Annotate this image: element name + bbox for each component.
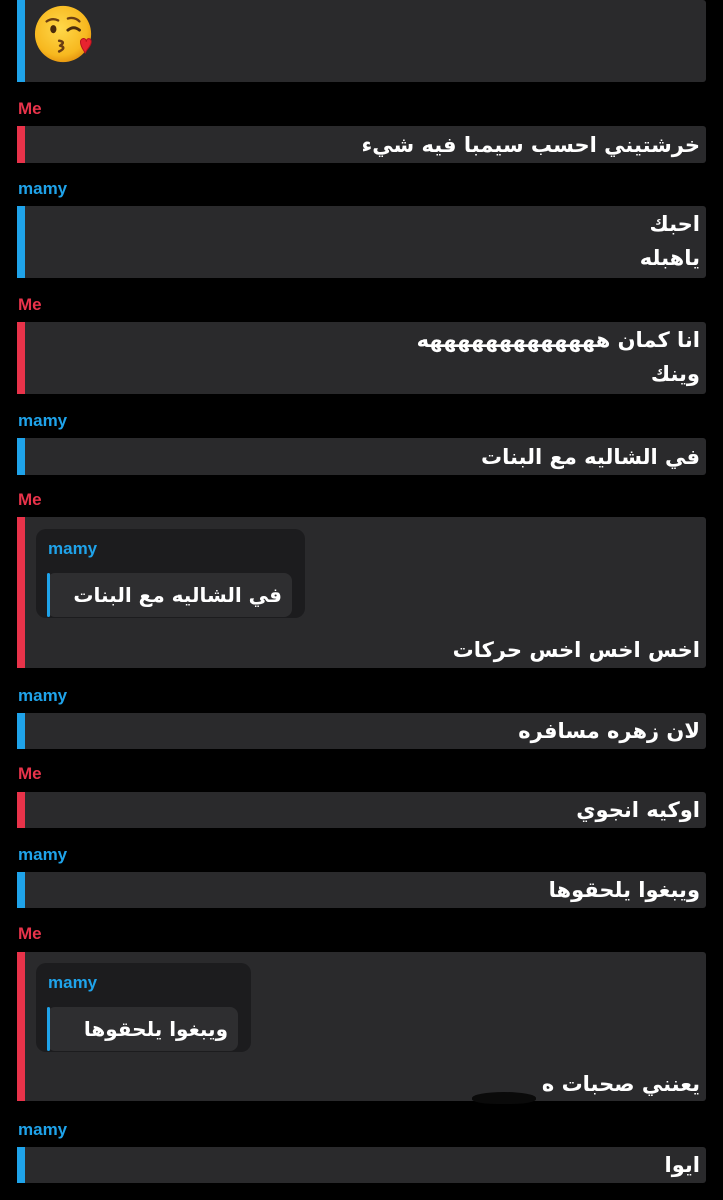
message-text: احبك — [649, 212, 700, 236]
sender-accent-bar — [17, 792, 25, 828]
kissing-face-with-heart-emoji-icon — [33, 3, 95, 65]
reply-sender-name: mamy — [48, 539, 98, 558]
message-text: يعنني صحبات ه — [541, 1072, 700, 1096]
sender-name-me: Me — [18, 490, 42, 509]
message-bubble[interactable] — [17, 438, 706, 475]
sender-name-me: Me — [18, 764, 42, 783]
sender-name-mamy: mamy — [18, 179, 68, 198]
reply-accent-bar — [47, 573, 50, 617]
reply-quote-text: ويبغوا يلحقوها — [83, 1017, 228, 1041]
reply-quote-text: في الشاليه مع البنات — [73, 583, 282, 607]
message-text: ايوا — [664, 1153, 700, 1177]
message-bubble[interactable] — [17, 872, 706, 908]
reply-preview[interactable] — [36, 529, 305, 618]
sender-name-me: Me — [18, 99, 42, 118]
sender-accent-bar — [17, 713, 25, 749]
sender-accent-bar — [17, 952, 25, 1101]
message-text: ياهبله — [639, 246, 700, 270]
message-bubble[interactable] — [17, 1147, 706, 1183]
sender-name-me: Me — [18, 295, 42, 314]
sender-accent-bar — [17, 126, 25, 163]
message-bubble[interactable] — [17, 0, 706, 82]
message-text: اوكيه انجوي — [576, 798, 700, 822]
message-bubble[interactable] — [17, 952, 706, 1101]
message-bubble[interactable] — [17, 517, 706, 668]
sender-accent-bar — [17, 1147, 25, 1183]
message-bubble[interactable] — [17, 126, 706, 163]
sender-name-me: Me — [18, 924, 42, 943]
message-bubble[interactable] — [17, 792, 706, 828]
message-text: في الشاليه مع البنات — [480, 445, 700, 469]
message-text: اخس اخس اخس حركات — [452, 638, 700, 662]
message-bubble[interactable] — [17, 206, 706, 278]
reply-sender-name: mamy — [48, 973, 98, 992]
sender-name-mamy: mamy — [18, 845, 68, 864]
message-text: خرشتيني احسب سيمبا فيه شيء — [361, 133, 700, 157]
sender-accent-bar — [17, 517, 25, 668]
sender-accent-bar — [17, 872, 25, 908]
sender-name-mamy: mamy — [18, 686, 68, 705]
reply-quote — [47, 1007, 238, 1051]
sender-accent-bar — [17, 438, 25, 475]
message-bubble[interactable] — [17, 322, 706, 394]
message-text: ويبغوا يلحقوها — [548, 878, 700, 902]
sender-name-mamy: mamy — [18, 411, 68, 430]
sender-accent-bar — [17, 206, 25, 278]
message-text: انا كمان هههههههههههههه — [416, 328, 700, 352]
reply-quote — [47, 573, 292, 617]
sender-accent-bar — [17, 0, 25, 82]
redaction-smudge — [472, 1092, 536, 1104]
sender-name-mamy: mamy — [18, 1120, 68, 1139]
message-bubble[interactable] — [17, 713, 706, 749]
message-text: وينك — [650, 362, 700, 386]
reply-accent-bar — [47, 1007, 50, 1051]
reply-preview[interactable] — [36, 963, 251, 1052]
message-text: لان زهره مسافره — [518, 719, 700, 743]
sender-accent-bar — [17, 322, 25, 394]
